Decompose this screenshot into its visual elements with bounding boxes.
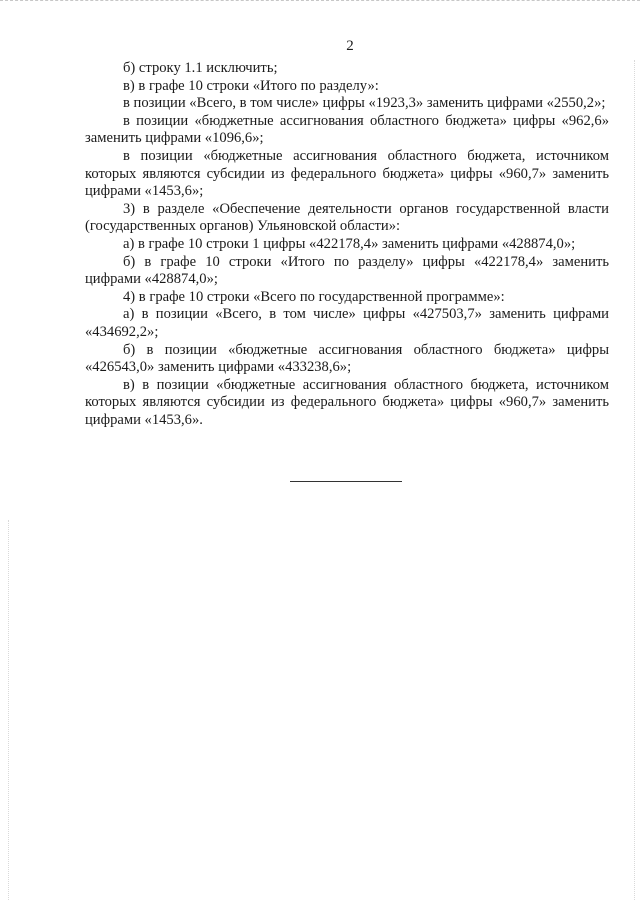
paragraph-item-v: в) в графе 10 строки «Итого по разделу»: bbox=[123, 77, 379, 94]
paragraph-position-federal-subsidies: в позиции «бюджетные ассигнования областного бюджета, источником которых являются субсидии из федерального бюджета» цифры «960,7» заменить цифрами «1453,6»; bbox=[85, 147, 609, 200]
scan-edge-right bbox=[634, 60, 636, 900]
page-number: 2 bbox=[346, 38, 354, 54]
scan-edge-left bbox=[8, 520, 10, 900]
paragraph-section-3: 3) в разделе «Обеспечение деятельности органов государственной власти (государственных органов) Ульяновской области»: bbox=[85, 200, 609, 235]
paragraph-position-regional-budget: в позиции «бюджетные ассигнования областного бюджета» цифры «962,6» заменить цифрами «1096,6»; bbox=[85, 112, 609, 147]
paragraph-section-4-v: в) в позиции «бюджетные ассигнования областного бюджета, источником которых являются субсидии из федерального бюджета» цифры «960,7» заменить цифрами «1453,6». bbox=[85, 376, 609, 428]
paragraph-section-3-a: а) в графе 10 строки 1 цифры «422178,4» заменить цифрами «428874,0»; bbox=[123, 235, 576, 252]
scan-edge-top bbox=[0, 0, 640, 4]
end-of-document-rule bbox=[290, 481, 402, 482]
document-body bbox=[85, 60, 609, 429]
paragraph-item-b: б) строку 1.1 исключить; bbox=[123, 60, 278, 76]
paragraph-section-4: 4) в графе 10 строки «Всего по государственной программе»: bbox=[123, 288, 505, 305]
paragraph-section-4-b: б) в позиции «бюджетные ассигнования областного бюджета» цифры «426543,0» заменить цифрами «433238,6»; bbox=[85, 341, 609, 376]
paragraph-section-3-b: б) в графе 10 строки «Итого по разделу» цифры «422178,4» заменить цифрами «428874,0»; bbox=[85, 253, 609, 288]
paragraph-section-4-a: а) в позиции «Всего, в том числе» цифры «427503,7» заменить цифрами «434692,2»; bbox=[85, 306, 609, 340]
paragraph-position-total: в позиции «Всего, в том числе» цифры «1923,3» заменить цифрами «2550,2»; bbox=[123, 95, 606, 112]
